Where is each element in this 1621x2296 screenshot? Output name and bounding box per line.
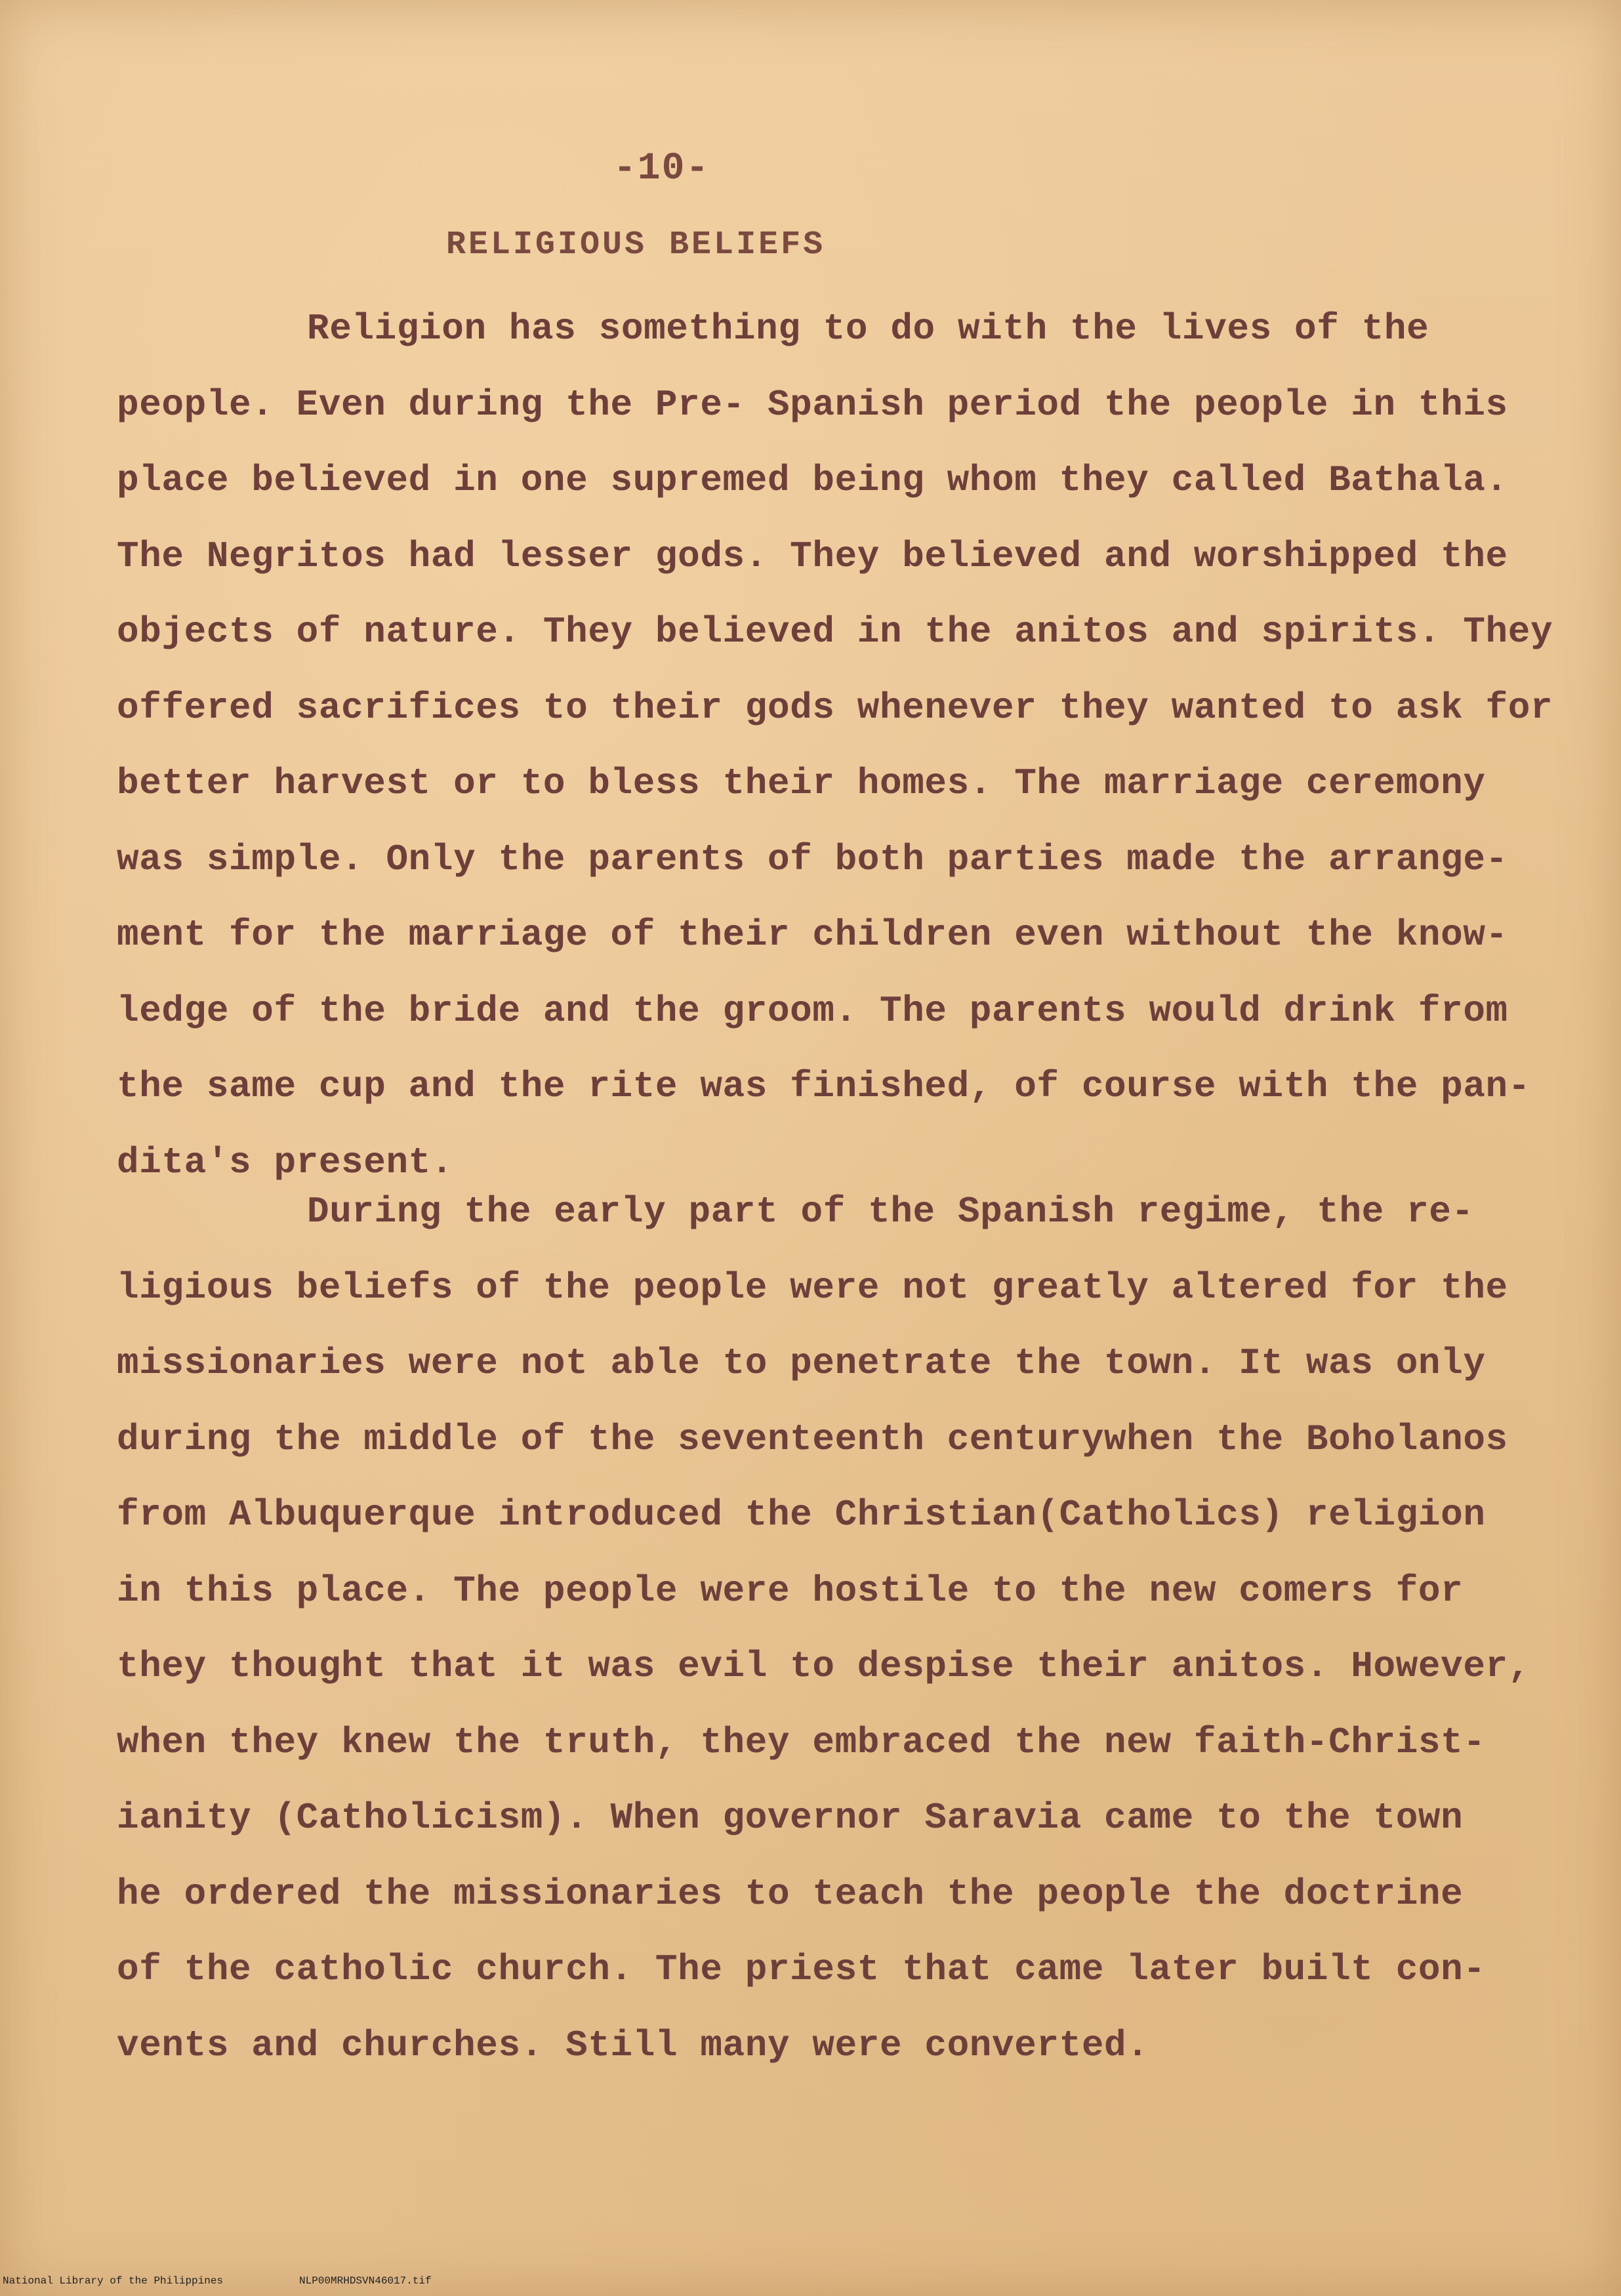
paragraph-line: better harvest or to bless their homes. The marriage ceremony: [117, 762, 1486, 804]
paragraph-line: ligious beliefs of the people were not greatly altered for the: [117, 1266, 1508, 1309]
paragraph-line: he ordered the missionaries to teach the people the doctrine: [117, 1872, 1464, 1915]
paragraph-line: ledge of the bride and the groom. The parents would drink from: [117, 989, 1508, 1032]
paragraph-line: the same cup and the rite was finished, of course with the pan-: [117, 1065, 1530, 1107]
paragraph-line: during the middle of the seventeenth centurywhen the Boholanos: [117, 1418, 1508, 1460]
paragraph-line: of the catholic church. The priest that came later built con-: [117, 1948, 1486, 1990]
footer-library-name: National Library of the Philippines: [3, 2275, 224, 2287]
paragraph-line: dita's present.: [117, 1141, 454, 1183]
paragraph-line: missionaries were not able to penetrate the town. It was only: [117, 1342, 1486, 1384]
paragraph-line: ment for the marriage of their children even without the know-: [117, 914, 1508, 956]
paragraph-line: ianity (Catholicism). When governor Saravia came to the town: [117, 1797, 1464, 1839]
paragraph-line: objects of nature. They believed in the anitos and spirits. They: [117, 611, 1553, 653]
paragraph-2: [117, 1174, 1560, 2083]
paragraph-line: vents and churches. Still many were converted.: [117, 2024, 1149, 2066]
paragraph-line: when they knew the truth, they embraced the new faith-Christ-: [117, 1721, 1486, 1763]
paragraph-line: offered sacrifices to their gods whenever they wanted to ask for: [117, 686, 1553, 729]
footer-file-name: NLP00MRHDSVN46017.tif: [299, 2275, 432, 2287]
page-title: RELIGIOUS BELIEFS: [446, 226, 826, 264]
paragraph-line: people. Even during the Pre- Spanish period the people in this: [117, 383, 1508, 426]
paragraph-line: they thought that it was evil to despise their anitos. However,: [117, 1645, 1530, 1687]
paragraph-line: in this place. The people were hostile to the new comers for: [117, 1569, 1464, 1612]
paragraph-line: During the early part of the Spanish regime, the re-: [307, 1191, 1474, 1233]
paragraph-1: [117, 291, 1560, 1200]
paragraph-line: from Albuquerque introduced the Christian(Catholics) religion: [117, 1494, 1486, 1536]
paragraph-line: Religion has something to do with the lives of the: [307, 308, 1429, 350]
paragraph-line: The Negritos had lesser gods. They believed and worshipped the: [117, 535, 1508, 577]
paragraph-line: was simple. Only the parents of both parties made the arrange-: [117, 838, 1508, 880]
paragraph-line: place believed in one supremed being whom they called Bathala.: [117, 459, 1508, 501]
page-number: -10-: [613, 148, 710, 190]
